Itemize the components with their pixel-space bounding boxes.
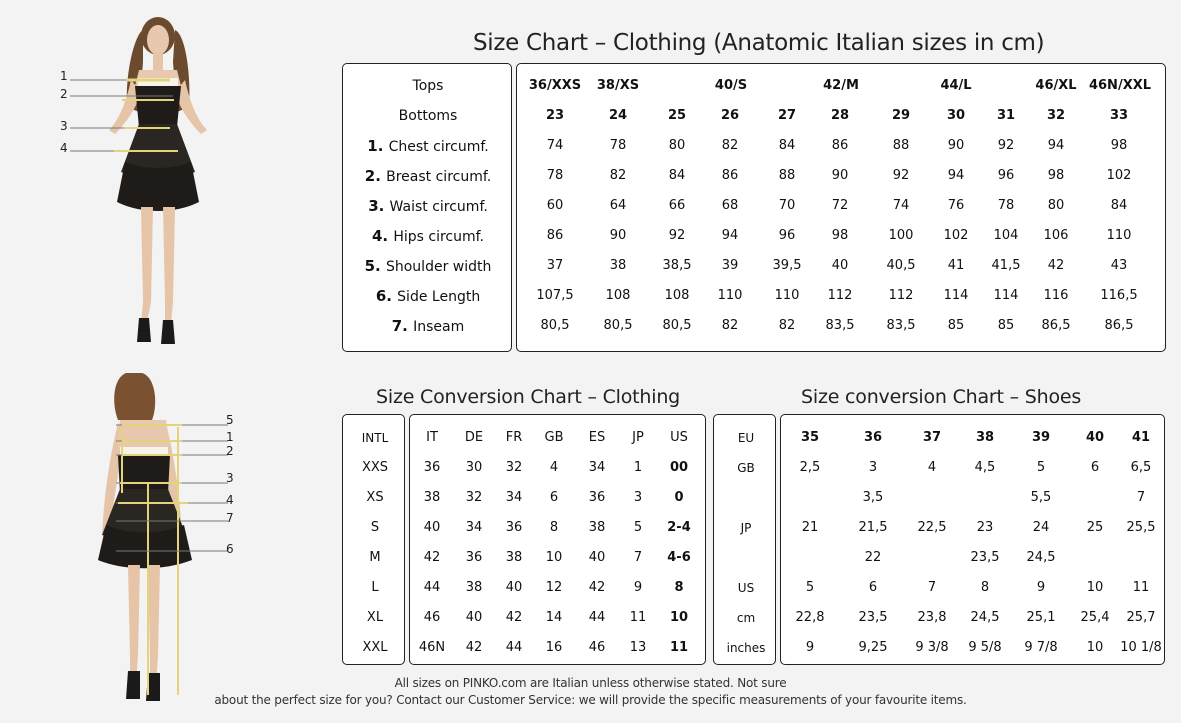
clothing-size-cell: 38 — [588, 520, 606, 535]
measurement-cell: 83,5 — [886, 318, 916, 333]
measurement-cell: 92 — [997, 138, 1015, 153]
measurement-cell: 80,5 — [540, 318, 570, 333]
main-title: Size Chart – Clothing (Anatomic Italian sizes in cm) — [473, 30, 1045, 56]
measurement-cell: 72 — [831, 198, 849, 213]
row-text: Chest circumf. — [388, 139, 489, 155]
shoe-system-label: inches — [726, 641, 766, 655]
row-number: 5. — [364, 257, 386, 275]
shoe-gb-size: 5 — [1036, 460, 1046, 475]
model-front-figure — [95, 12, 295, 352]
measurement-cell: 85 — [947, 318, 965, 333]
measurement-cell: 64 — [609, 198, 627, 213]
shoe-gb-size: 3 — [868, 460, 878, 475]
clothing-country-header: IT — [426, 430, 438, 445]
row-text: Waist circumf. — [389, 199, 488, 215]
clothing-size-cell: 10 — [545, 550, 563, 565]
clothing-country-header: GB — [544, 430, 564, 445]
clothing-size-cell: 36 — [588, 490, 606, 505]
clothing-intl-box — [342, 414, 405, 665]
shoe-system-label: GB — [737, 461, 755, 475]
shoe-gb-size: 2,5 — [799, 460, 821, 475]
measurement-cell: 92 — [892, 168, 910, 183]
bottoms-size: 23 — [545, 108, 565, 123]
clothing-size-cell: 38 — [505, 550, 523, 565]
size-row-label — [392, 318, 465, 335]
measurement-cell: 41,5 — [991, 258, 1021, 273]
measurement-cell: 110 — [717, 288, 743, 303]
shoe-inches-size: 10 — [1086, 640, 1104, 655]
shoe-jp-size: 23 — [976, 520, 994, 535]
measurement-cell: 86 — [721, 168, 739, 183]
measurement-cell: 86,5 — [1104, 318, 1134, 333]
clothing-size-cell: 0 — [674, 490, 684, 505]
measurement-cell: 98 — [831, 228, 849, 243]
measurement-cell: 74 — [892, 198, 910, 213]
measurement-cell: 82 — [721, 138, 739, 153]
shoe-cm-size: 25,4 — [1080, 610, 1110, 625]
clothing-size-cell: 40 — [465, 610, 483, 625]
bottoms-size: 25 — [667, 108, 687, 123]
bottoms-size: 29 — [891, 108, 911, 123]
shoe-cm-size: 25,1 — [1026, 610, 1056, 625]
measurement-cell: 85 — [997, 318, 1015, 333]
size-row-label — [413, 78, 444, 94]
measurement-cell: 83,5 — [825, 318, 855, 333]
measurement-cell: 112 — [888, 288, 914, 303]
shoes-labels-box — [713, 414, 776, 665]
measurement-cell: 108 — [664, 288, 690, 303]
measurement-cell: 112 — [827, 288, 853, 303]
shoe-eu-size: 37 — [922, 430, 942, 445]
shoe-system-label: EU — [737, 431, 755, 445]
shoe-us-size: 10 — [1086, 580, 1104, 595]
measurement-cell: 107,5 — [536, 288, 574, 303]
row-text: Side Length — [397, 289, 481, 305]
measurement-cell: 90 — [947, 138, 965, 153]
clothing-size-cell: 42 — [505, 610, 523, 625]
measurement-cell: 66 — [668, 198, 686, 213]
clothing-size-cell: 38 — [423, 490, 441, 505]
clothing-country-header: JP — [632, 430, 644, 445]
shoe-inches-size: 9 — [805, 640, 815, 655]
measurement-cell: 86,5 — [1041, 318, 1071, 333]
shoe-jp-size: 24 — [1032, 520, 1050, 535]
front-label-3: 3 — [60, 119, 68, 133]
shoe-eu-size: 41 — [1131, 430, 1151, 445]
shoe-inches-size: 9,25 — [858, 640, 888, 655]
measurement-cell: 90 — [831, 168, 849, 183]
measurement-cell: 106 — [1043, 228, 1069, 243]
clothing-size-cell: 42 — [423, 550, 441, 565]
clothing-size-cell: 32 — [505, 460, 523, 475]
size-row-label — [399, 108, 458, 124]
measurement-cell: 88 — [778, 168, 796, 183]
measurement-cell: 82 — [721, 318, 739, 333]
row-number: 7. — [391, 317, 414, 335]
measurement-cell: 90 — [609, 228, 627, 243]
back-label-5: 5 — [226, 413, 234, 427]
clothing-size-cell: 11 — [669, 640, 689, 655]
intl-size: XXS — [361, 460, 389, 475]
measurement-cell: 38 — [609, 258, 627, 273]
measurement-cell: 86 — [831, 138, 849, 153]
measurement-cell: 100 — [888, 228, 914, 243]
shoe-eu-size: 38 — [975, 430, 995, 445]
measurement-cell: 74 — [546, 138, 564, 153]
front-label-2: 2 — [60, 87, 68, 101]
clothing-size-cell: 16 — [545, 640, 563, 655]
clothing-size-cell: 4 — [549, 460, 559, 475]
shoe-jp-size: 21 — [801, 520, 819, 535]
back-label-6: 6 — [226, 542, 234, 556]
size-row-label — [365, 168, 491, 185]
clothing-size-cell: 40 — [423, 520, 441, 535]
clothing-size-cell: 32 — [465, 490, 483, 505]
intl-size: S — [370, 520, 380, 535]
shoe-jp-half-size: 24,5 — [1026, 550, 1056, 565]
intl-header: INTL — [361, 431, 389, 445]
measurement-cell: 96 — [778, 228, 796, 243]
shoe-cm-size: 24,5 — [970, 610, 1000, 625]
shoe-gb-half-size: 3,5 — [862, 490, 884, 505]
measurement-cell: 102 — [943, 228, 969, 243]
shoe-jp-half-size: 23,5 — [970, 550, 1000, 565]
shoe-inches-size: 9 3/8 — [915, 640, 949, 655]
clothing-size-cell: 46N — [418, 640, 446, 655]
clothing-country-header: FR — [505, 430, 523, 445]
shoe-jp-size: 25,5 — [1126, 520, 1156, 535]
shoe-system-label: US — [737, 581, 755, 595]
measurement-cell: 78 — [997, 198, 1015, 213]
clothing-size-cell: 34 — [465, 520, 483, 535]
measurement-cell: 80,5 — [603, 318, 633, 333]
clothing-size-cell: 8 — [674, 580, 684, 595]
measurement-cell: 116,5 — [1100, 288, 1138, 303]
shoe-gb-half-size: 5,5 — [1030, 490, 1052, 505]
back-label-4: 4 — [226, 493, 234, 507]
tops-size: 40/S — [714, 78, 748, 93]
shoe-us-size: 6 — [868, 580, 878, 595]
measurement-cell: 94 — [721, 228, 739, 243]
shoe-jp-size: 22,5 — [917, 520, 947, 535]
measurement-cell: 82 — [609, 168, 627, 183]
measurement-cell: 80 — [668, 138, 686, 153]
shoe-gb-half-size: 7 — [1136, 490, 1146, 505]
clothing-size-cell: 44 — [505, 640, 523, 655]
bottoms-size: 31 — [996, 108, 1016, 123]
measurement-cell: 82 — [778, 318, 796, 333]
measurement-cell: 38,5 — [662, 258, 692, 273]
clothing-size-cell: 36 — [465, 550, 483, 565]
size-row-label — [376, 288, 480, 305]
bottoms-size: 26 — [720, 108, 740, 123]
tops-size: 42/M — [823, 78, 859, 93]
bottoms-size: 33 — [1109, 108, 1129, 123]
clothing-size-cell: 36 — [423, 460, 441, 475]
measurement-cell: 80 — [1047, 198, 1065, 213]
clothing-size-cell: 2-4 — [667, 520, 691, 535]
clothing-size-cell: 42 — [465, 640, 483, 655]
clothing-conversion-title: Size Conversion Chart – Clothing — [376, 386, 681, 408]
back-label-7: 7 — [226, 511, 234, 525]
intl-size: XL — [366, 610, 384, 625]
shoe-gb-size: 6 — [1090, 460, 1100, 475]
shoe-gb-size: 4 — [927, 460, 937, 475]
clothing-size-cell: 7 — [633, 550, 643, 565]
shoe-gb-size: 4,5 — [974, 460, 996, 475]
footer-line-2: about the perfect size for you? Contact our Customer Service: we will provide the specific measurements of your favourite items. — [214, 693, 967, 707]
intl-size: XXL — [362, 640, 388, 655]
clothing-size-cell: 40 — [588, 550, 606, 565]
front-label-4: 4 — [60, 141, 68, 155]
shoe-gb-size: 6,5 — [1130, 460, 1152, 475]
shoe-us-size: 9 — [1036, 580, 1046, 595]
row-text: Shoulder width — [385, 259, 492, 275]
measurement-cell: 102 — [1106, 168, 1132, 183]
measurement-cell: 37 — [546, 258, 564, 273]
tops-size: 36/XXS — [528, 78, 582, 93]
measurement-cell: 84 — [778, 138, 796, 153]
front-measure-lines — [58, 70, 198, 160]
row-text: Breast circumf. — [386, 169, 492, 185]
intl-size: XS — [366, 490, 384, 505]
row-number: 1. — [367, 137, 389, 155]
shoe-eu-size: 35 — [800, 430, 820, 445]
shoe-jp-size: 21,5 — [858, 520, 888, 535]
clothing-size-cell: 4-6 — [667, 550, 691, 565]
tops-size: 38/XS — [596, 78, 640, 93]
bottoms-size: 30 — [946, 108, 966, 123]
row-number: 4. — [371, 227, 394, 245]
footer-line-1: All sizes on PINKO.com are Italian unless otherwise stated. Not sure — [394, 676, 787, 690]
shoe-system-label: JP — [740, 521, 752, 535]
clothing-size-cell: 44 — [423, 580, 441, 595]
shoe-cm-size: 23,5 — [858, 610, 888, 625]
bottoms-size: 32 — [1046, 108, 1066, 123]
clothing-size-cell: 44 — [588, 610, 606, 625]
measurement-cell: 110 — [1106, 228, 1132, 243]
measurement-cell: 94 — [947, 168, 965, 183]
measurement-cell: 108 — [605, 288, 631, 303]
back-label-3: 3 — [226, 471, 234, 485]
clothing-size-cell: 6 — [549, 490, 559, 505]
clothing-size-cell: 13 — [629, 640, 647, 655]
measurement-cell: 40,5 — [886, 258, 916, 273]
shoe-eu-size: 40 — [1085, 430, 1105, 445]
shoes-values-box — [780, 414, 1165, 665]
row-number: 3. — [368, 197, 390, 215]
shoe-us-size: 8 — [980, 580, 990, 595]
shoe-cm-size: 25,7 — [1126, 610, 1156, 625]
clothing-size-cell: 3 — [633, 490, 643, 505]
tops-size: 46/XL — [1035, 78, 1077, 93]
size-row-label — [365, 258, 492, 275]
shoe-us-size: 7 — [927, 580, 937, 595]
clothing-size-cell: 36 — [505, 520, 523, 535]
clothing-size-cell: 11 — [629, 610, 647, 625]
shoe-us-size: 11 — [1132, 580, 1150, 595]
measurement-cell: 114 — [943, 288, 969, 303]
back-measure-lines — [110, 415, 240, 565]
clothing-size-cell: 00 — [669, 460, 689, 475]
size-row-label — [372, 228, 484, 245]
shoe-eu-size: 39 — [1031, 430, 1051, 445]
measurement-cell: 39,5 — [772, 258, 802, 273]
measurement-cell: 84 — [1110, 198, 1128, 213]
clothing-size-cell: 42 — [588, 580, 606, 595]
measurement-cell: 96 — [997, 168, 1015, 183]
clothing-size-cell: 1 — [633, 460, 643, 475]
bottoms-size: 28 — [830, 108, 850, 123]
clothing-size-cell: 38 — [465, 580, 483, 595]
shoe-us-size: 5 — [805, 580, 815, 595]
measurement-cell: 43 — [1110, 258, 1128, 273]
clothing-size-cell: 8 — [549, 520, 559, 535]
row-text: Inseam — [413, 319, 465, 335]
shoe-cm-size: 23,8 — [917, 610, 947, 625]
measurement-cell: 114 — [993, 288, 1019, 303]
size-row-label — [367, 138, 488, 155]
clothing-size-cell: 14 — [545, 610, 563, 625]
tops-size: 44/L — [940, 78, 972, 93]
measurement-cell: 88 — [892, 138, 910, 153]
measurement-cell: 104 — [993, 228, 1019, 243]
row-text: Bottoms — [398, 108, 458, 124]
shoe-inches-size: 9 5/8 — [968, 640, 1002, 655]
measurement-cell: 94 — [1047, 138, 1065, 153]
clothing-size-cell: 46 — [588, 640, 606, 655]
clothing-values-box — [409, 414, 706, 665]
shoe-jp-size: 25 — [1086, 520, 1104, 535]
measurement-cell: 92 — [668, 228, 686, 243]
shoe-inches-size: 9 7/8 — [1024, 640, 1058, 655]
measurement-cell: 116 — [1043, 288, 1069, 303]
measurement-cell: 60 — [546, 198, 564, 213]
measurement-cell: 86 — [546, 228, 564, 243]
shoes-conversion-title: Size conversion Chart – Shoes — [801, 386, 1082, 408]
clothing-size-cell: 10 — [669, 610, 689, 625]
measurement-cell: 40 — [831, 258, 849, 273]
clothing-size-cell: 5 — [633, 520, 643, 535]
measurement-cell: 76 — [947, 198, 965, 213]
back-label-2: 2 — [226, 444, 234, 458]
measurement-cell: 80,5 — [662, 318, 692, 333]
front-label-1: 1 — [60, 69, 68, 83]
clothing-size-cell: 40 — [505, 580, 523, 595]
measurement-cell: 70 — [778, 198, 796, 213]
intl-size: L — [371, 580, 379, 595]
row-text: Tops — [412, 78, 444, 94]
bottoms-size: 24 — [608, 108, 628, 123]
clothing-country-header: US — [670, 430, 688, 445]
measurement-cell: 98 — [1110, 138, 1128, 153]
clothing-size-cell: 30 — [465, 460, 483, 475]
size-row-label — [368, 198, 488, 215]
measurement-cell: 41 — [947, 258, 965, 273]
shoe-jp-half-size: 22 — [864, 550, 882, 565]
row-number: 6. — [375, 287, 398, 305]
row-number: 2. — [364, 167, 387, 185]
measurement-cell: 78 — [609, 138, 627, 153]
row-text: Hips circumf. — [393, 229, 485, 245]
shoe-eu-size: 36 — [863, 430, 883, 445]
back-label-1: 1 — [226, 430, 234, 444]
shoe-system-label: cm — [736, 611, 756, 625]
bottoms-size: 27 — [777, 108, 797, 123]
shoe-cm-size: 22,8 — [795, 610, 825, 625]
measurement-cell: 84 — [668, 168, 686, 183]
clothing-size-cell: 12 — [545, 580, 563, 595]
measurement-cell: 110 — [774, 288, 800, 303]
clothing-size-cell: 9 — [633, 580, 643, 595]
measurement-cell: 98 — [1047, 168, 1065, 183]
measurement-cell: 68 — [721, 198, 739, 213]
clothing-country-header: ES — [588, 430, 606, 445]
shoe-inches-size: 10 1/8 — [1120, 640, 1162, 655]
clothing-size-cell: 46 — [423, 610, 441, 625]
clothing-country-header: DE — [464, 430, 484, 445]
measurement-cell: 42 — [1047, 258, 1065, 273]
intl-size: M — [369, 550, 381, 565]
clothing-size-cell: 34 — [505, 490, 523, 505]
clothing-size-cell: 34 — [588, 460, 606, 475]
tops-size: 46N/XXL — [1088, 78, 1152, 93]
measurement-cell: 78 — [546, 168, 564, 183]
measurement-cell: 39 — [721, 258, 739, 273]
